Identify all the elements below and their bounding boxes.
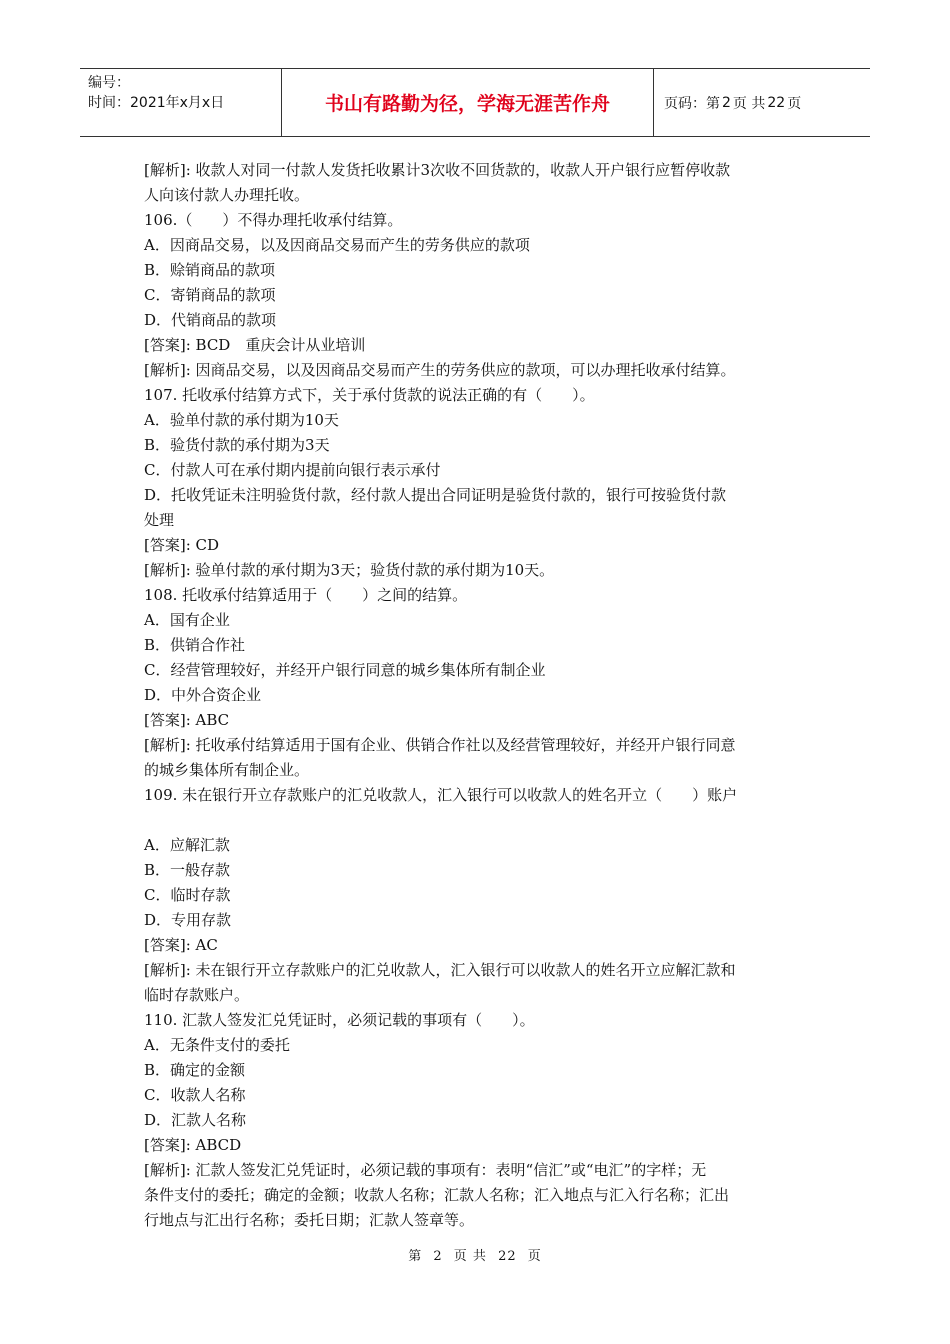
text-line: 的城乡集体所有制企业。	[144, 761, 310, 779]
page-number: 2	[722, 94, 731, 111]
header-page-info	[654, 69, 870, 136]
text-line: 处理	[144, 511, 175, 529]
text-line: B．供销合作社	[144, 636, 246, 654]
footer-mid: 页 共	[453, 1249, 487, 1264]
text-line: C．经营管理较好，并经开户银行同意的城乡集体所有制企业	[144, 661, 546, 679]
text-line: 109. 未在银行开立存款账户的汇兑收款人，汇入银行可以收款人的姓名开立（ ）账户	[144, 786, 738, 804]
text-line: 行地点与汇出行名称；委托日期；汇款人签章等。	[144, 1211, 475, 1229]
text-line: [解析]: 收款人对同一付款人发货托收累计3次收不回货款的，收款人开户银行应暂停收款	[144, 161, 731, 179]
text-line: A．无条件支付的委托	[144, 1036, 290, 1054]
page-header	[80, 68, 870, 137]
time-label: 时间：2021年x月x日	[88, 95, 225, 111]
text-line: D．汇款人名称	[144, 1111, 247, 1129]
text-line: 107. 托收承付结算方式下，关于承付货款的说法正确的有（ ）。	[144, 386, 595, 404]
text-line: [解析]: 因商品交易，以及因商品交易而产生的劳务供应的款项，可以办理托收承付结算。	[144, 361, 736, 379]
footer-page-number: 2	[433, 1249, 443, 1264]
text-line: A．国有企业	[144, 611, 230, 629]
text-line: 110. 汇款人签发汇兑凭证时，必须记载的事项有（ ）。	[144, 1011, 535, 1029]
text-line: D．专用存款	[144, 911, 232, 929]
text-line: D．代销商品的款项	[144, 311, 277, 329]
text-line: [答案]: AC	[144, 936, 218, 954]
page-suffix: 页	[787, 95, 802, 112]
text-line: [解析]: 未在银行开立存款账户的汇兑收款人，汇入银行可以收款人的姓名开立应解汇款和	[144, 961, 736, 979]
text-line: A．应解汇款	[144, 836, 230, 854]
page-prefix: 页码：第	[664, 95, 720, 112]
text-line: A．验单付款的承付期为10天	[144, 411, 339, 429]
text-line: 人向该付款人办理托收。	[144, 186, 310, 204]
text-line	[144, 808, 814, 833]
text-line: 108. 托收承付结算适用于（ ）之间的结算。	[144, 586, 468, 604]
text-line: [答案]: ABC	[144, 711, 230, 729]
text-line: B．赊销商品的款项	[144, 261, 276, 279]
footer-page-total: 22	[498, 1249, 517, 1264]
text-line: 条件支付的委托；确定的金额；收款人名称；汇款人名称；汇入地点与汇入行名称；汇出	[144, 1186, 730, 1204]
document-body	[144, 158, 814, 1233]
text-line: B．确定的金额	[144, 1061, 246, 1079]
text-line: B．一般存款	[144, 861, 231, 879]
text-line: 临时存款账户。	[144, 986, 250, 1004]
text-line: 106.（ ）不得办理托收承付结算。	[144, 211, 403, 229]
header-meta	[80, 69, 282, 136]
text-line: C．寄销商品的款项	[144, 286, 276, 304]
text-line: D．中外合资企业	[144, 686, 262, 704]
text-line: [答案]: ABCD	[144, 1136, 242, 1154]
text-line: C．付款人可在承付期内提前向银行表示承付	[144, 461, 441, 479]
footer-prefix: 第	[408, 1249, 423, 1264]
text-line: C．临时存款	[144, 886, 231, 904]
page-footer	[0, 1245, 950, 1264]
text-line: [答案]: CD	[144, 536, 220, 554]
text-line: [答案]: BCD 重庆会计从业培训	[144, 336, 366, 354]
text-line: [解析]: 托收承付结算适用于国有企业、供销合作社以及经营管理较好，并经开户银行同意	[144, 736, 736, 754]
text-line: C．收款人名称	[144, 1086, 246, 1104]
footer-suffix: 页	[527, 1249, 542, 1264]
page-total: 22	[767, 94, 786, 111]
text-line: [解析]: 汇款人签发汇兑凭证时，必须记载的事项有：表明“信汇”或“电汇”的字样；无	[144, 1161, 707, 1179]
page-mid: 页 共	[732, 95, 766, 112]
text-line: B．验货付款的承付期为3天	[144, 436, 330, 454]
text-line: [解析]: 验单付款的承付期为3天；验货付款的承付期为10天。	[144, 561, 555, 579]
text-line: D．托收凭证未注明验货付款，经付款人提出合同证明是验货付款的，银行可按验货付款	[144, 486, 727, 504]
code-label: 编号：	[88, 75, 130, 91]
header-motto: 书山有路勤为径，学海无涯苦作舟	[282, 69, 654, 136]
text-line: A．因商品交易，以及因商品交易而产生的劳务供应的款项	[144, 236, 530, 254]
